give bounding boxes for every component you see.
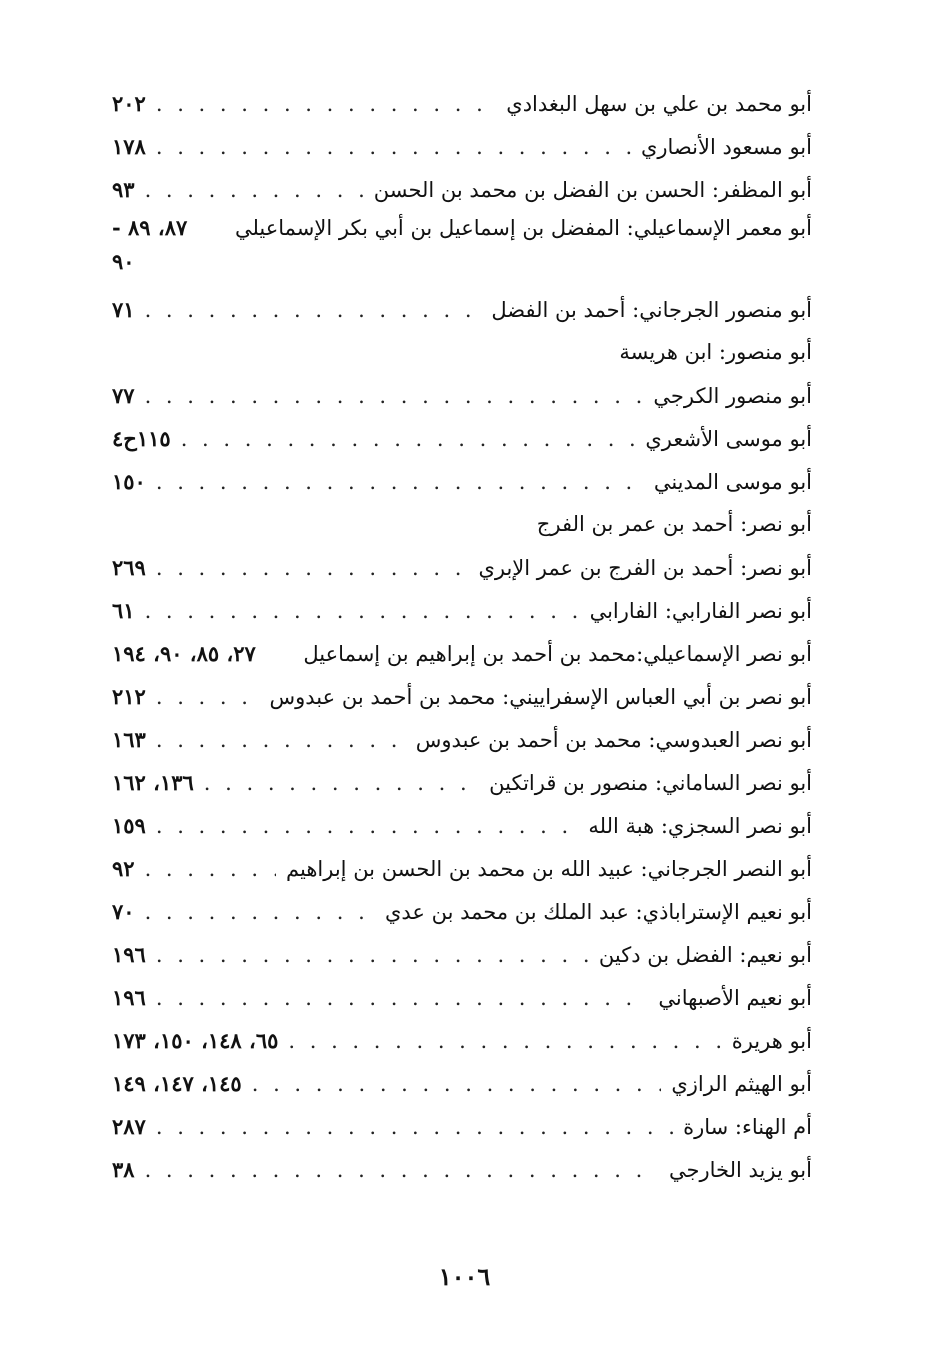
entry-name: أبو نصر العبدوسي: محمد بن أحمد بن عبدوس [415,728,812,752]
entry-name: أبو هريرة [731,1029,812,1053]
index-entry [112,331,812,374]
index-entry [112,546,812,589]
entry-pages: ٦٥، ١٤٨، ١٥٠، ١٧٣ [112,1028,279,1053]
entry-name: أبو يزيد الخارجي [669,1158,812,1182]
entry-pages: ٨٧، ٨٩ - [112,215,188,240]
dot-leader [156,719,406,762]
entry-pages: ٩٢ [112,856,135,881]
entry-name: أبو النصر الجرجاني: عبيد الله بن محمد بن الحسن بن إبراهيم [286,857,812,881]
index-entry [112,976,812,1019]
page-number: ١٠٠٦ [438,1262,491,1291]
entry-pages: ١٥٠ [112,469,146,494]
entry-name: أبو الهيثم الرازي [671,1072,812,1096]
dot-leader [156,676,260,719]
entry-name: أبو موسى المديني [653,470,812,494]
dot-leader [145,848,276,891]
entry-pages: ١١٥ح٤ [112,426,171,451]
entry-name: أبو المظفر: الحسن بن الفضل بن محمد بن الحسن [373,178,812,202]
dot-leader [145,1149,659,1192]
dot-leader [156,934,589,977]
index-entry [112,847,812,890]
entry-name: أبو معمر الإسماعيلي: المفضل بن إسماعيل بن أبي بكر الإسماعيلي [234,216,812,240]
dot-leader [145,169,364,212]
entry-name: أبو نصر بن أبي العباس الإسفراييني: محمد بن أحمد بن عبدوس [269,685,812,709]
index-entry [112,1062,812,1105]
entry-name: أبو نعيم الأصبهاني [658,986,812,1010]
entry-name: أم الهناء: سارة [683,1115,812,1139]
entry-pages: ١٩٦ [112,985,146,1010]
entry-name: أبو نصر السجزي: هبة الله [588,814,812,838]
index-entry [112,1019,812,1062]
entry-pages: ١٥٩ [112,813,146,838]
entry-name: أبو منصور: ابن هريسة [619,340,812,364]
entry-pages: ٢٨٧ [112,1114,146,1139]
dot-leader [156,1106,673,1149]
index-page [112,82,812,1191]
dot-leader [156,126,631,169]
index-entry [112,211,812,245]
dot-leader [156,977,649,1020]
entry-pages: ٢٦٩ [112,555,146,580]
entry-pages: ١٧٨ [112,134,146,159]
dot-leader [156,461,644,504]
entry-name: أبو مسعود الأنصاري [640,135,812,159]
index-entry [112,460,812,503]
index-entry [112,417,812,460]
entry-name: أبو نعيم: الفضل بن دكين [598,943,812,967]
dot-leader [288,1020,721,1063]
dot-leader [181,418,636,461]
entry-name: أبو محمد بن علي بن سهل البغدادي [506,92,812,116]
dot-leader [145,891,375,934]
index-entry [112,761,812,804]
index-entry [112,632,812,675]
index-entry [112,503,812,546]
dot-leader [156,547,469,590]
entry-pages: ٣٨ [112,1157,135,1182]
entry-name: أبو نصر الفارابي: الفارابي [589,599,812,623]
entry-pages: ١٦٣ [112,727,146,752]
dot-leader [252,1063,662,1106]
index-entry [112,890,812,933]
entry-pages: ٩٣ [112,177,135,202]
index-entry [112,675,812,718]
entry-pages: ٢٧، ٨٥، ٩٠، ١٩٤ [112,641,256,666]
entry-name: أبو منصور الجرجاني: أحمد بن الفضل [491,298,812,322]
dot-leader [156,83,496,126]
index-entry [112,589,812,632]
entry-pages: ٢١٢ [112,684,146,709]
entry-name: أبو نصر: أحمد بن عمر بن الفرج [536,512,812,536]
dot-leader [204,762,479,805]
entry-pages: ٧٠ [112,899,135,924]
entry-pages: ١٣٦، ١٦٢ [112,770,194,795]
dot-leader [145,375,644,418]
index-entry [112,718,812,761]
entry-name: أبو نصر الإسماعيلي:محمد بن أحمد بن إبراهيم بن إسماعيل [303,642,812,666]
entry-name: أبو نعيم الإستراباذي: عبد الملك بن محمد بن عدي [384,900,812,924]
entry-pages: ٧٧ [112,383,135,408]
entry-pages-continuation: ٩٠ [112,249,135,274]
dot-leader [156,805,579,848]
entry-name: أبو موسى الأشعري [645,427,812,451]
entry-pages: ٢٠٢ [112,91,146,116]
index-entry [112,168,812,211]
entry-pages: ١٩٦ [112,942,146,967]
index-entry [112,288,812,331]
index-entry [112,804,812,847]
index-entry [112,125,812,168]
index-entry [112,1148,812,1191]
entry-pages: ١٤٥، ١٤٧، ١٤٩ [112,1071,242,1096]
entry-pages: ٦١ [112,598,135,623]
dot-leader [145,289,482,332]
entry-pages: ٧١ [112,297,135,322]
entry-name: أبو منصور الكرجي [653,384,812,408]
entry-name: أبو نصر: أحمد بن الفرج بن عمر الإبري [478,556,812,580]
index-entry [112,374,812,417]
dot-leader [145,590,580,633]
entry-name: أبو نصر الساماني: منصور بن قراتكين [489,771,812,795]
index-entry [112,933,812,976]
index-entry [112,82,812,125]
index-entry [112,1105,812,1148]
